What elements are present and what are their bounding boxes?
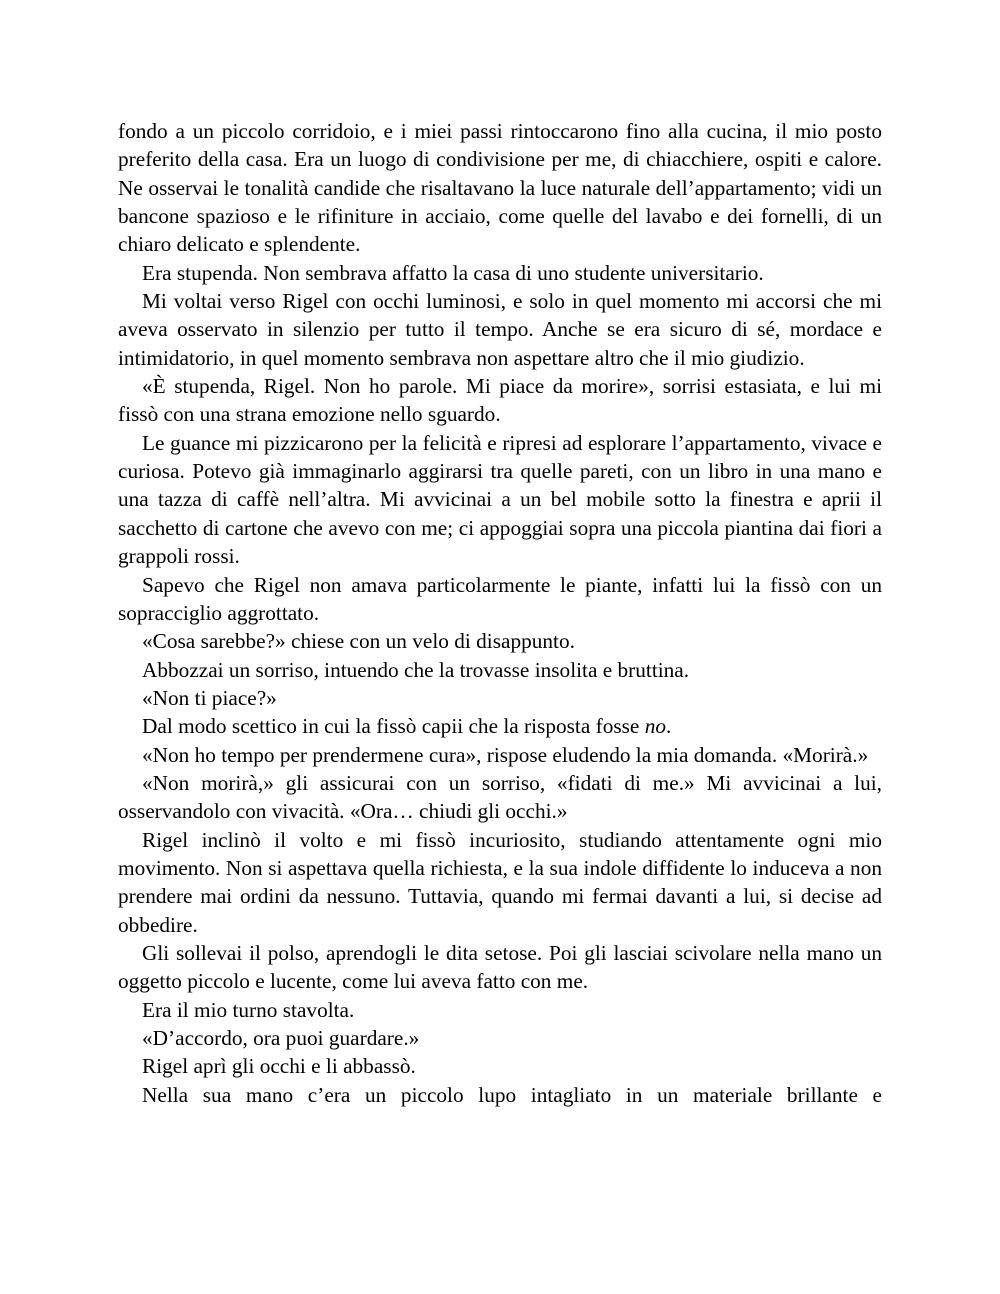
- text-segment: .: [666, 714, 672, 739]
- paragraph: [118, 287, 882, 372]
- text-segment: Le guance mi pizzicarono per la felicità e ripresi ad esplorare l’appartamento, vivace e curiosa. Potevo già immaginarlo aggirarsi tra quelle pareti, con un libro in una mano e una tazza di caffè nell’altra. Mi avvicinai a un bel mobile sotto la finestra e aprii il sacchetto di cartone che avevo con me; ci appoggiai sopra una piccola piantina dai fiori a grappoli rossi.: [118, 430, 882, 569]
- text-segment: «D’accordo, ora puoi guardare.»: [142, 1026, 420, 1050]
- text-segment: fondo a un piccolo corridoio, e i miei passi rintoccarono fino alla cucina, il mio posto preferito della casa. Era un luogo di condivisione per me, di chiacchiere, ospiti e calore. Ne osservai le tonalità candide che risaltavano la luce naturale dell’appartamento; vidi un bancone spazioso e le rifiniture in acciaio, come quelle del lavabo e dei fornelli, di un chiaro delicato e splendente.: [118, 119, 882, 257]
- paragraph: [118, 684, 882, 712]
- text-segment: Nella sua mano c’era un piccolo lupo intagliato in un materiale brillante e: [142, 1082, 882, 1107]
- paragraph: [118, 1081, 882, 1109]
- paragraph: [118, 372, 882, 429]
- paragraph: [118, 939, 882, 996]
- paragraph: [118, 627, 882, 655]
- paragraph: [118, 712, 882, 740]
- book-page-text: [118, 117, 882, 1109]
- paragraph: [118, 656, 882, 684]
- text-segment: «È stupenda, Rigel. Non ho parole. Mi piace da morire», sorrisi estasiata, e lui mi fissò con una strana emozione nello sguardo.: [118, 374, 882, 427]
- paragraph: [118, 741, 882, 769]
- paragraph: [118, 769, 882, 826]
- paragraph: [118, 826, 882, 939]
- paragraph: [118, 117, 882, 259]
- text-segment: Mi voltai verso Rigel con occhi luminosi, e solo in quel momento mi accorsi che mi aveva osservato in silenzio per tutto il tempo. Anche se era sicuro di sé, mordace e intimidatorio, in quel momento sembrava non aspettare altro che il mio giudizio.: [118, 289, 882, 370]
- paragraph: [118, 429, 882, 571]
- text-segment: «Non ho tempo per prendermene cura», rispose eludendo la mia domanda. «Morirà.»: [142, 742, 869, 767]
- text-segment: Era il mio turno stavolta.: [142, 997, 355, 1022]
- text-segment: Era stupenda. Non sembrava affatto la casa di uno studente universitario.: [142, 260, 764, 285]
- paragraph: [118, 1052, 882, 1080]
- text-segment: Dal modo scettico in cui la fissò capii che la risposta fosse: [142, 714, 645, 739]
- paragraph: [118, 1024, 882, 1052]
- text-segment: Gli sollevai il polso, aprendogli le dita setose. Poi gli lasciai scivolare nella mano un oggetto piccolo e lucente, come lui aveva fatto con me.: [118, 940, 882, 994]
- italic-text: no: [644, 714, 667, 739]
- paragraph: [118, 571, 882, 628]
- paragraph: [118, 996, 882, 1024]
- text-segment: Abbozzai un sorriso, intuendo che la trovasse insolita e bruttina.: [142, 657, 690, 682]
- paragraph: [118, 259, 882, 287]
- text-segment: Rigel aprì gli occhi e li abbassò.: [142, 1054, 416, 1079]
- text-segment: «Non ti piace?»: [142, 685, 277, 710]
- text-segment: «Cosa sarebbe?» chiese con un velo di disappunto.: [142, 629, 575, 654]
- text-segment: Sapevo che Rigel non amava particolarmente le piante, infatti lui la fissò con un sopracciglio aggrottato.: [118, 572, 882, 625]
- text-segment: «Non morirà,» gli assicurai con un sorriso, «fidati di me.» Mi avvicinai a lui, osservandolo con vivacità. «Ora… chiudi gli occhi.»: [118, 770, 882, 824]
- text-segment: Rigel inclinò il volto e mi fissò incuriosito, studiando attentamente ogni mio movimento. Non si aspettava quella richiesta, e la sua indole diffidente lo induceva a non prendere mai ordini da nessuno. Tuttavia, quando mi fermai davanti a lui, si decise ad obbedire.: [118, 827, 882, 937]
